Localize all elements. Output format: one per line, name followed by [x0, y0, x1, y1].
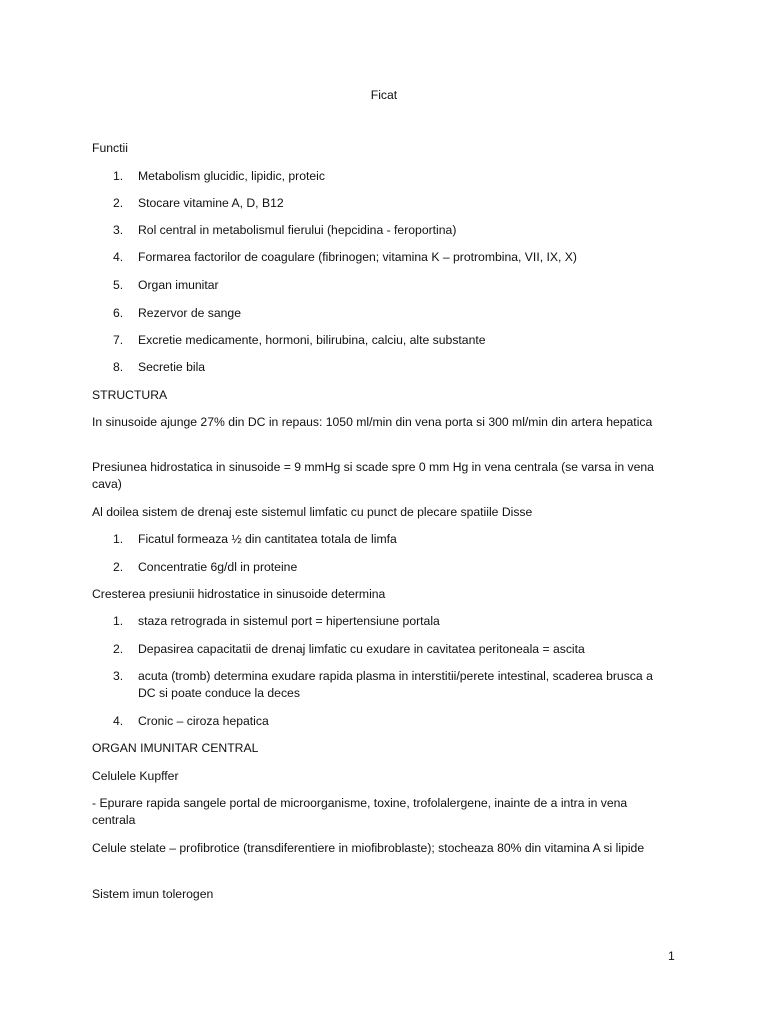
list-number: 2.	[113, 560, 124, 574]
list-number: 5.	[113, 278, 124, 292]
list-number: 6.	[113, 306, 124, 320]
list-text: staza retrograda in sistemul port = hipertensiune portala	[138, 614, 440, 628]
paragraph-crestere: Cresterea presiunii hidrostatice in sinusoide determina	[92, 587, 386, 601]
list-number: 8.	[113, 360, 124, 374]
list-item-functii-7	[113, 332, 658, 349]
page-number: 1	[668, 949, 675, 963]
list-text: acuta (tromb) determina exudare rapida plasma in interstitii/perete intestinal, scaderea brusca a DC si poate conduce la deces	[138, 669, 653, 700]
list-item-functii-4	[113, 249, 658, 266]
list-item-limfa-2	[113, 559, 658, 576]
list-text: Secretie bila	[138, 360, 206, 374]
paragraph-celule-stelate: Celule stelate – profibrotice (transdiferentiere in miofibroblaste); stocheaza 80% din vitamina A si lipide	[92, 841, 645, 855]
list-number: 1.	[113, 169, 124, 183]
list-item-limfa-1	[113, 531, 658, 548]
list-number: 3.	[113, 223, 124, 237]
list-item-presiune-1	[113, 613, 658, 630]
list-item-presiune-4	[113, 713, 658, 730]
functii-heading: Functii	[92, 141, 128, 155]
list-text: Cronic – ciroza hepatica	[138, 714, 269, 728]
kupffer-heading: Celulele Kupffer	[92, 769, 179, 783]
list-text: Concentratie 6g/dl in proteine	[138, 560, 298, 574]
paragraph-sinusoide: In sinusoide ajunge 27% din DC in repaus: 1050 ml/min din vena porta si 300 ml/min din artera hepatica	[92, 415, 653, 429]
list-number: 2.	[113, 642, 124, 656]
list-text: Depasirea capacitatii de drenaj limfatic cu exudare in cavitatea peritoneala = ascita	[138, 642, 585, 656]
list-number: 7.	[113, 333, 124, 347]
document-title: Ficat	[370, 88, 398, 102]
list-item-functii-6	[113, 305, 658, 322]
list-number: 4.	[113, 714, 124, 728]
paragraph-epurare: - Epurare rapida sangele portal de microorganisme, toxine, trofolalergene, inainte de a intra in vena centrala	[92, 796, 628, 827]
list-item-functii-1	[113, 168, 658, 185]
paragraph-presiune: Presiunea hidrostatica in sinusoide = 9 mmHg si scade spre 0 mm Hg in vena centrala (se varsa in vena cava)	[92, 460, 654, 491]
list-text: Organ imunitar	[138, 278, 219, 292]
structura-heading: STRUCTURA	[92, 388, 168, 402]
list-number: 1.	[113, 532, 124, 546]
list-number: 4.	[113, 250, 124, 264]
list-item-presiune-3	[113, 668, 658, 702]
list-item-functii-2	[113, 195, 658, 212]
list-item-functii-3	[113, 222, 658, 239]
list-text: Rezervor de sange	[138, 306, 241, 320]
list-text: Ficatul formeaza ½ din cantitatea totala de limfa	[138, 532, 397, 546]
list-text: Stocare vitamine A, D, B12	[138, 196, 284, 210]
list-number: 2.	[113, 196, 124, 210]
list-text: Metabolism glucidic, lipidic, proteic	[138, 169, 325, 183]
list-number: 3.	[113, 669, 124, 683]
list-item-presiune-2	[113, 641, 658, 658]
list-item-functii-5	[113, 277, 658, 294]
list-item-functii-8	[113, 359, 658, 376]
list-number: 1.	[113, 614, 124, 628]
paragraph-sistem-imun: Sistem imun tolerogen	[92, 887, 214, 901]
paragraph-drenaj: Al doilea sistem de drenaj este sistemul limfatic cu punct de plecare spatiile Disse	[92, 505, 533, 519]
list-text: Rol central in metabolismul fierului (hepcidina - feroportina)	[138, 223, 457, 237]
list-text: Excretie medicamente, hormoni, bilirubina, calciu, alte substante	[138, 333, 486, 347]
list-text: Formarea factorilor de coagulare (fibrinogen; vitamina K – protrombina, VII, IX, X)	[138, 250, 577, 264]
organ-imunitar-heading: ORGAN IMUNITAR CENTRAL	[92, 741, 259, 755]
